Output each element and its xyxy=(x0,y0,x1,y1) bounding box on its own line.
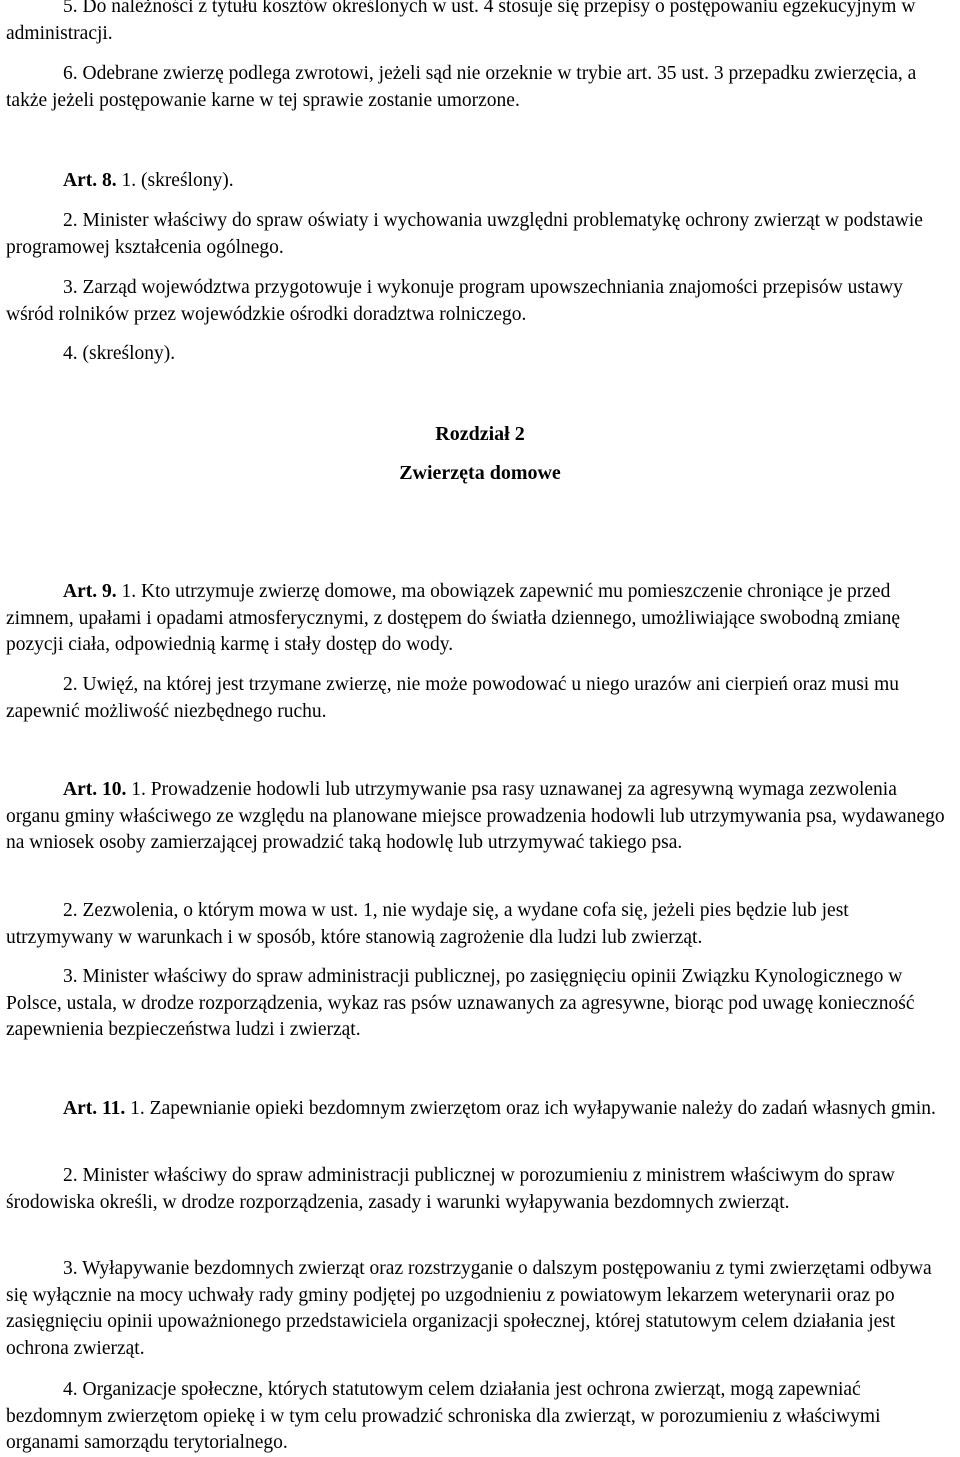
art-9-paragraph-1 xyxy=(6,579,954,659)
article-label: Art. 10. xyxy=(63,779,127,800)
art-10-paragraph-2: 2. Zezwolenia, o którym mowa w ust. 1, nie wydaje się, a wydane cofa się, jeżeli pies będzie lub jest utrzymywany w warunkach i w sposób, które stanowią zagrożenie dla ludzi lub zwierząt. xyxy=(6,900,849,948)
art-10-paragraph-3: 3. Minister właściwy do spraw administracji publicznej, po zasięgnięciu opinii Związku Kynologicznego w Polsce, ustala, w drodze rozporządzenia, wykaz ras psów uznawanych za agresywne, biorąc pod uwagę konieczność zapewnienia bezpieczeństwa ludzi i zwierząt. xyxy=(6,966,915,1040)
article-label: Art. 9. xyxy=(63,581,117,602)
paragraph-5: 5. Do należności z tytułu kosztów określonych w ust. 4 stosuje się przepisy o postępowaniu egzekucyjnym w administracji. xyxy=(6,0,916,44)
article-text: 1. (skreślony). xyxy=(116,170,234,191)
chapter-number: Rozdział 2 xyxy=(435,423,525,445)
art-8-paragraph-1 xyxy=(6,168,954,195)
article-text: 1. Kto utrzymuje zwierzę domowe, ma obowiązek zapewnić mu pomieszczenie chroniące je przed zimnem, upałami i opadami atmosferycznymi, z dostępem do światła dziennego, umożliwiające swobodną zmianę pozycji ciała, odpowiednią karmę i stały dostęp do wody. xyxy=(6,581,901,655)
chapter-title: Zwierzęta domowe xyxy=(399,462,561,484)
art-10-paragraph-1 xyxy=(6,777,954,857)
art-11-paragraph-2: 2. Minister właściwy do spraw administracji publicznej w porozumieniu z ministrem właściwym do spraw środowiska określi, w drodze rozporządzenia, zasady i warunki wyłapywania bezdomnych zwierząt. xyxy=(6,1165,895,1213)
article-label: Art. 8. xyxy=(63,170,117,191)
art-8-paragraph-4: 4. (skreślony). xyxy=(63,343,176,364)
art-9-paragraph-2: 2. Uwięź, na której jest trzymane zwierzę, nie może powodować u niego urazów ani cierpień oraz musi mu zapewnić możliwość niezbędnego ruchu. xyxy=(6,674,900,722)
article-text: 1. Prowadzenie hodowli lub utrzymywanie psa rasy uznawanej za agresywną wymaga zezwolenia organu gminy właściwego ze względu na planowane miejsce prowadzenia hodowli lub utrzymywania psa, wydawanego na wniosek osoby zamierzającej prowadzić taką hodowlę lub utrzymywać takiego psa. xyxy=(6,779,945,853)
art-11-paragraph-4: 4. Organizacje społeczne, których statutowym celem działania jest ochrona zwierząt, mogą zapewniać bezdomnym zwierzętom opiekę i w tym celu prowadzić schroniska dla zwierząt, w porozumieniu z właściwymi organami samorządu terytorialnego. xyxy=(6,1379,881,1453)
art-8-paragraph-3: 3. Zarząd województwa przygotowuje i wykonuje program upowszechniania znajomości przepisów ustawy wśród rolników przez wojewódzkie ośrodki doradztwa rolniczego. xyxy=(6,277,903,325)
article-label: Art. 11. xyxy=(63,1098,126,1119)
art-8-paragraph-2: 2. Minister właściwy do spraw oświaty i wychowania uwzględni problematykę ochrony zwierząt w podstawie programowej kształcenia ogólnego. xyxy=(6,210,923,258)
art-11-paragraph-3: 3. Wyłapywanie bezdomnych zwierząt oraz rozstrzyganie o dalszym postępowaniu z tymi zwierzętami odbywa się wyłącznie na mocy uchwały rady gminy podjętej po uzgodnieniu z powiatowym lekarzem weterynarii oraz po zasięgnięciu opinii upoważnionego przedstawiciela organizacji społecznej, której statutowym celem działania jest ochrona zwierząt. xyxy=(6,1258,932,1359)
art-11-paragraph-1 xyxy=(6,1096,954,1123)
paragraph-6: 6. Odebrane zwierzę podlega zwrotowi, jeżeli sąd nie orzeknie w trybie art. 35 ust. 3 przepadku zwierzęcia, a także jeżeli postępowanie karne w tej sprawie zostanie umorzone. xyxy=(6,63,917,111)
article-text: 1. Zapewnianie opieki bezdomnym zwierzętom oraz ich wyłapywanie należy do zadań własnych gmin. xyxy=(125,1098,936,1119)
